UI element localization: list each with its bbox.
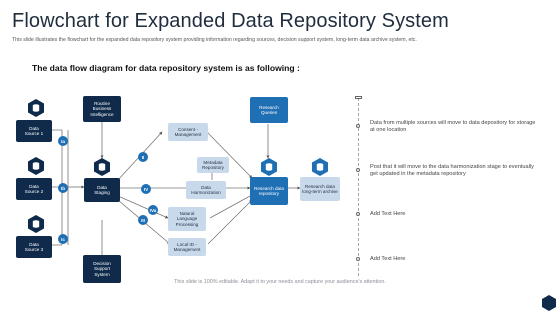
- page-title: Flowchart for Expanded Data Repository System: [12, 10, 449, 32]
- research-data-repository-label: Research data repository: [254, 185, 284, 196]
- tag-ib: Ib: [58, 183, 68, 193]
- hexagon-logo-icon: [542, 295, 556, 311]
- note-text-2: Post that it will move to the data harmonization stage to eventually get updated in the metadata repository: [370, 164, 534, 177]
- timeline-cap: [355, 96, 362, 99]
- local-id-management-label: Local ID - Management: [173, 241, 201, 252]
- data-source-3-label: Data Source 3: [24, 241, 44, 252]
- data-harmonization-node: [186, 181, 226, 199]
- note-text-1: Data from multiple sources will move to data depository for storage at one location: [370, 120, 536, 133]
- data-source-2-node: [16, 178, 52, 200]
- section-heading: The data flow diagram for data repository system is as following :: [32, 63, 300, 73]
- note-text-3: Add Text Here: [370, 211, 406, 217]
- routine-business-intelligence-node: [83, 96, 121, 122]
- data-staging-node: [84, 178, 120, 202]
- database-icon: [27, 99, 45, 117]
- research-queries-node: [250, 97, 288, 123]
- natural-language-processing-label: Natural Language Processing: [175, 211, 199, 227]
- note-bullet: [356, 212, 360, 216]
- research-queries-label: Research Queries: [259, 104, 279, 115]
- note-bullet: [356, 257, 360, 261]
- data-source-1-node: [16, 120, 52, 142]
- data-source-3-node: [16, 236, 52, 258]
- tag-ii: II: [138, 152, 148, 162]
- note-text-4: Add Text Here: [370, 256, 406, 262]
- decision-support-system-label: Decision Support System: [93, 261, 111, 277]
- tag-ic: Ic: [58, 234, 68, 244]
- research-data-archive-node: [300, 177, 340, 201]
- tag-iv: IV: [141, 184, 151, 194]
- metadata-repository-label: Metadata Repository: [202, 159, 224, 170]
- data-staging-label: Data Staging: [94, 184, 110, 195]
- data-source-1-label: Data Source 1: [24, 125, 44, 136]
- local-id-management-node: [168, 238, 206, 256]
- database-icon: [311, 158, 329, 176]
- database-icon: [93, 158, 111, 176]
- tag-iii: III: [138, 215, 148, 225]
- page-subtitle: This slide illustrates the flowchart for the expanded data repository system providing information regarding sources, decision support system, long-term data archive system, etc.: [12, 37, 417, 43]
- natural-language-processing-node: [168, 207, 206, 231]
- database-icon: [260, 158, 278, 176]
- research-data-archive-label: Research data long-term archive: [302, 183, 338, 194]
- consent-management-label: Consent - Management: [174, 126, 202, 137]
- tag-ia: Ia: [58, 136, 68, 146]
- routine-business-intelligence-label: Routine Business Intelligence: [90, 101, 114, 117]
- database-icon: [27, 215, 45, 233]
- consent-management-node: [168, 123, 208, 141]
- tag-iva: IVa: [148, 205, 158, 215]
- research-data-repository-node: [250, 177, 288, 205]
- data-harmonization-label: Data Harmonization: [191, 184, 221, 195]
- note-bullet: [356, 124, 360, 128]
- metadata-repository-node: [197, 157, 229, 173]
- note-bullet: [356, 168, 360, 172]
- database-icon: [27, 157, 45, 175]
- data-source-2-label: Data Source 2: [24, 183, 44, 194]
- footer-note: This slide is 100% editable. Adapt it to your needs and capture your audience's attention.: [174, 279, 386, 285]
